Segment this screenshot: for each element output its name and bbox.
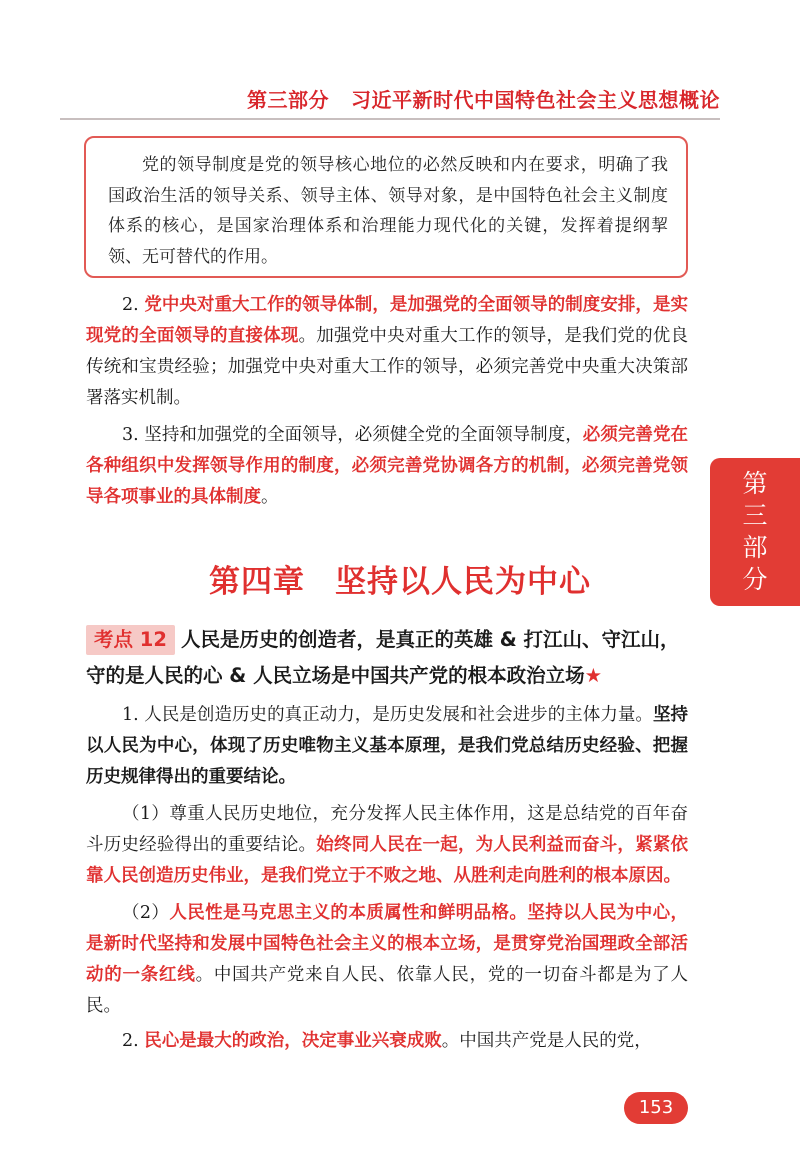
- body-text: 。中国共产党来自人民、依靠人民，党的一切奋斗都是为了人民。: [86, 965, 688, 1016]
- quote-box: [84, 136, 688, 278]
- part-side-tab: [710, 458, 800, 606]
- paragraph-k4: [86, 1026, 688, 1057]
- chapter-number: 第四章: [209, 564, 305, 600]
- body-text: 2.: [122, 1031, 145, 1051]
- body-text: 。加强党中央对重大工作的领导，是我们党的优良传统和宝贵经验；加强党中央对重大工作的领导，必须完善党中央重大决策部署落实机制。: [86, 326, 688, 408]
- key-point-tag: 考点 12: [86, 625, 175, 655]
- key-point-heading: [86, 622, 694, 694]
- body-text: 。: [261, 487, 279, 507]
- quote-text: 党的领导制度是党的领导核心地位的必然反映和内在要求，明确了我国政治生活的领导关系、领导主体、领导对象，是中国特色社会主义制度体系的核心，是国家治理体系和治理能力现代化的关键，发挥着提纲挈领、无可替代的作用。: [108, 155, 668, 267]
- page-number: 153: [624, 1092, 688, 1124]
- highlight-text: 始终同人民在一起，为人民利益而奋斗，紧紧依靠人民创造历史伟业，是我们党立于不败之地、从胜利走向胜利的根本原因。: [86, 835, 689, 886]
- header-book-title: 习近平新时代中国特色社会主义思想概论: [351, 88, 720, 112]
- paragraph-k3: [86, 898, 688, 1022]
- body-text: 3. 坚持和加强党的全面领导，必须健全党的全面领导制度，: [122, 425, 583, 445]
- running-header-title: [247, 84, 720, 113]
- body-text: （2）: [122, 903, 170, 923]
- body-text: 1. 人民是创造历史的真正动力，是历史发展和社会进步的主体力量。: [122, 705, 653, 725]
- side-tab-char: 第: [742, 469, 768, 498]
- side-tab-char: 三: [742, 501, 768, 530]
- body-text: （1）尊重人民历史地位，充分发挥人民主体作用，这是总结党的百年奋斗历史经验得出的重要结论。: [86, 804, 688, 855]
- highlight-text: 民心是最大的政治，决定事业兴衰成败: [144, 1031, 442, 1051]
- highlight-text: 必须完善党在各种组织中发挥领导作用的制度，必须完善党协调各方的机制，必须完善党领导各项事业的具体制度: [86, 425, 688, 507]
- highlight-text: 党中央对重大工作的领导体制，是加强党的全面领导的制度安排，是实现党的全面领导的直接体现: [86, 295, 689, 346]
- paragraph-3: [86, 420, 688, 513]
- key-point-title: 人民是历史的创造者，是真正的英雄 & 打江山、守江山，守的是人民的心 & 人民立场是中国共产党的根本政治立场: [86, 628, 680, 687]
- star-icon: ★: [584, 664, 603, 687]
- section-lower: [86, 700, 688, 1057]
- body-text: 。中国共产党是人民的党，: [441, 1031, 652, 1051]
- chapter-title: 坚持以人民为中心: [335, 564, 591, 600]
- page-header: [60, 84, 720, 120]
- section-upper: [86, 290, 688, 513]
- paragraph-k2: [86, 799, 688, 892]
- paragraph-2: [86, 290, 688, 414]
- chapter-heading: [0, 556, 800, 601]
- bold-text: 坚持以人民为中心，体现了历史唯物主义基本原理，是我们党总结历史经验、把握历史规律得出的重要结论。: [86, 705, 688, 787]
- side-tab-char: 部: [742, 533, 768, 562]
- header-part-label: 第三部分: [247, 88, 329, 112]
- paragraph-k1: [86, 700, 688, 793]
- highlight-text: 人民性是马克思主义的本质属性和鲜明品格。坚持以人民为中心，是新时代坚持和发展中国特色社会主义的根本立场，是贯穿党治国理政全部活动的一条红线: [86, 903, 689, 985]
- paragraph-number: 2.: [122, 295, 145, 315]
- side-tab-char: 分: [742, 565, 768, 594]
